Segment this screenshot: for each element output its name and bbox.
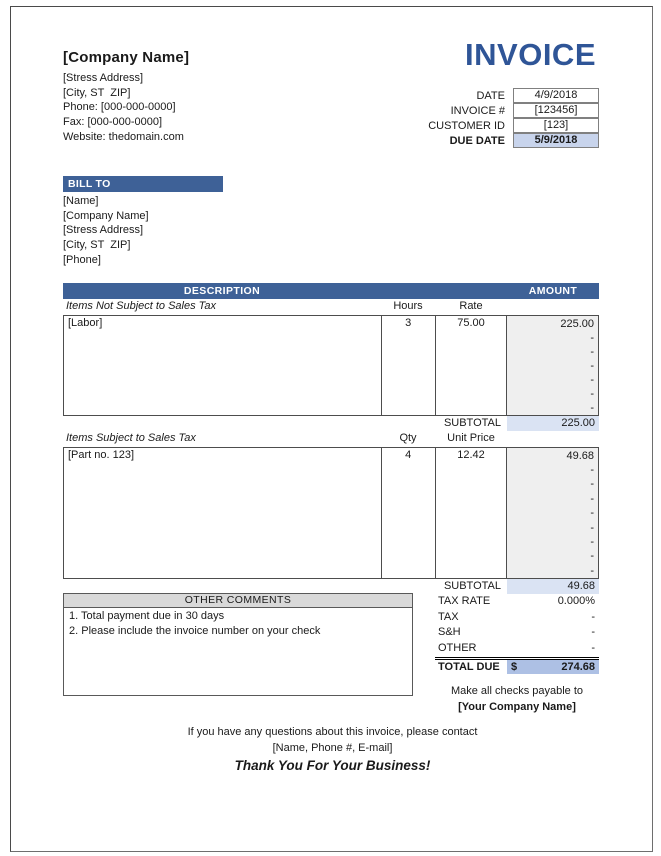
customer-id-row — [341, 118, 599, 133]
subtotal-spacer — [63, 579, 381, 594]
description-column-header: DESCRIPTION — [183, 285, 261, 297]
section2-description-cell: [Part no. 123] — [68, 449, 135, 461]
section1-header — [63, 299, 599, 315]
empty-amount-dash: - — [590, 521, 595, 534]
due-date-value: 5/9/2018 — [513, 133, 599, 148]
checks-payable-note — [431, 684, 603, 715]
tax-rate-label: TAX RATE — [438, 595, 491, 607]
other-comments-box — [63, 607, 413, 696]
table-header-bar — [63, 283, 599, 299]
comment-item: 1. Total payment due in 30 days — [69, 610, 225, 622]
total-due-label: TOTAL DUE — [438, 661, 500, 673]
qty-column-header: Qty — [399, 432, 417, 444]
invoice-meta — [341, 88, 599, 148]
total-due-cell — [507, 660, 599, 674]
totals-summary — [435, 594, 599, 674]
section1-amount-column — [506, 316, 598, 415]
invoice-footer — [11, 725, 654, 773]
invoice-date-row — [341, 88, 599, 103]
section1-body — [63, 315, 599, 416]
section2-subtotal-value: 49.68 — [507, 579, 599, 594]
currency-symbol: $ — [511, 661, 518, 673]
section2-amount-column — [506, 448, 598, 578]
footer-contact-line: If you have any questions about this invoice, please contact — [187, 726, 478, 738]
bill-to-block — [63, 194, 149, 268]
due-date-label: DUE DATE — [449, 134, 505, 147]
other-label: OTHER — [438, 641, 477, 654]
total-due-row — [435, 657, 599, 674]
bill-to-address: [Stress Address] — [63, 224, 144, 237]
unit-price-column-header: Unit Price — [447, 432, 495, 444]
invoice-date-value: 4/9/2018 — [513, 88, 599, 103]
empty-amount-dash: - — [590, 464, 595, 476]
tax-row — [435, 610, 599, 626]
section2-title: Items Subject to Sales Tax — [66, 432, 196, 444]
other-comments-header: OTHER COMMENTS — [63, 593, 413, 608]
bill-to-name: [Name] — [63, 195, 99, 207]
hours-column-header: Hours — [393, 300, 423, 312]
other-value: - — [591, 641, 595, 654]
header-spacer — [381, 283, 507, 299]
bill-to-company: [Company Name] — [63, 209, 149, 222]
amount-column-header: AMOUNT — [528, 285, 578, 297]
tax-label: TAX — [438, 610, 459, 623]
empty-amount-dash: - — [590, 388, 595, 400]
section1-title: Items Not Subject to Sales Tax — [66, 300, 216, 312]
bill-to-city: [City, ST ZIP] — [63, 239, 131, 252]
section2-unit-price-cell: 12.42 — [435, 448, 507, 578]
company-website: Website: thedomain.com — [63, 130, 184, 143]
invoice-page — [10, 6, 653, 852]
empty-amount-dash: - — [590, 492, 595, 505]
section2-subtotal-row — [63, 579, 599, 594]
section2-header — [63, 431, 599, 447]
invoice-date-label: DATE — [476, 89, 505, 102]
company-name: [Company Name] — [63, 49, 190, 66]
section1-subtotal-row — [63, 416, 599, 431]
section2-subtotal-label: SUBTOTAL — [443, 580, 501, 592]
section2-empty-amounts — [507, 463, 594, 578]
empty-amount-dash: - — [590, 346, 595, 358]
empty-amount-dash: - — [590, 507, 595, 520]
section1-empty-amounts — [507, 331, 594, 415]
total-due-value: 274.68 — [561, 661, 595, 673]
section1-subtotal-value: 225.00 — [507, 416, 599, 431]
comment-item: 2. Please include the invoice number on your check — [69, 625, 321, 637]
company-block — [63, 49, 189, 145]
empty-amount-dash: - — [590, 478, 595, 491]
customer-id-value: [123] — [513, 118, 599, 133]
empty-amount-dash: - — [590, 564, 595, 577]
empty-amount-dash: - — [590, 402, 595, 414]
company-address — [63, 71, 189, 145]
due-date-row — [341, 133, 599, 148]
subtotal-spacer — [63, 416, 381, 431]
footer-thank-you: Thank You For Your Business! — [234, 758, 431, 773]
invoice-title: INVOICE — [465, 37, 596, 72]
section1-amount-cell: 225.00 — [560, 318, 595, 330]
invoice-number-row — [341, 103, 599, 118]
company-address-line: [City, ST ZIP] — [63, 86, 131, 99]
tax-value: - — [591, 610, 595, 623]
tax-rate-value: 0.000% — [557, 595, 595, 607]
empty-amount-dash: - — [590, 360, 595, 372]
invoice-number-value: [123456] — [513, 103, 599, 118]
empty-amount-dash: - — [590, 550, 595, 563]
company-fax: Fax: [000-000-0000] — [63, 116, 163, 129]
empty-amount-dash: - — [590, 332, 595, 344]
invoice-number-label: INVOICE # — [450, 104, 505, 117]
company-address-line: [Stress Address] — [63, 72, 144, 84]
bill-to-header: BILL TO — [63, 176, 223, 192]
customer-id-label: CUSTOMER ID — [428, 119, 505, 132]
empty-amount-dash: - — [590, 374, 595, 386]
section2-qty-cell: 4 — [381, 448, 435, 578]
tax-rate-row — [435, 594, 599, 610]
section1-rate-cell: 75.00 — [435, 316, 507, 415]
payable-line: Make all checks payable to — [450, 685, 584, 697]
empty-amount-dash: - — [590, 535, 595, 548]
shipping-value: - — [591, 626, 595, 638]
section1-subtotal-label: SUBTOTAL — [443, 417, 501, 429]
section2-body — [63, 447, 599, 579]
rate-column-header: Rate — [459, 300, 483, 312]
shipping-label: S&H — [438, 626, 461, 638]
section2-amount-cell: 49.68 — [566, 450, 595, 462]
section1-description-cell: [Labor] — [68, 317, 103, 329]
company-phone: Phone: [000-000-0000] — [63, 101, 176, 114]
shipping-row — [435, 625, 599, 641]
bill-to-phone: [Phone] — [63, 253, 101, 266]
payable-company-name: [Your Company Name] — [458, 700, 576, 713]
section1-hours-cell: 3 — [381, 316, 435, 415]
other-row — [435, 641, 599, 657]
footer-contact-info: [Name, Phone #, E-mail] — [272, 741, 393, 754]
